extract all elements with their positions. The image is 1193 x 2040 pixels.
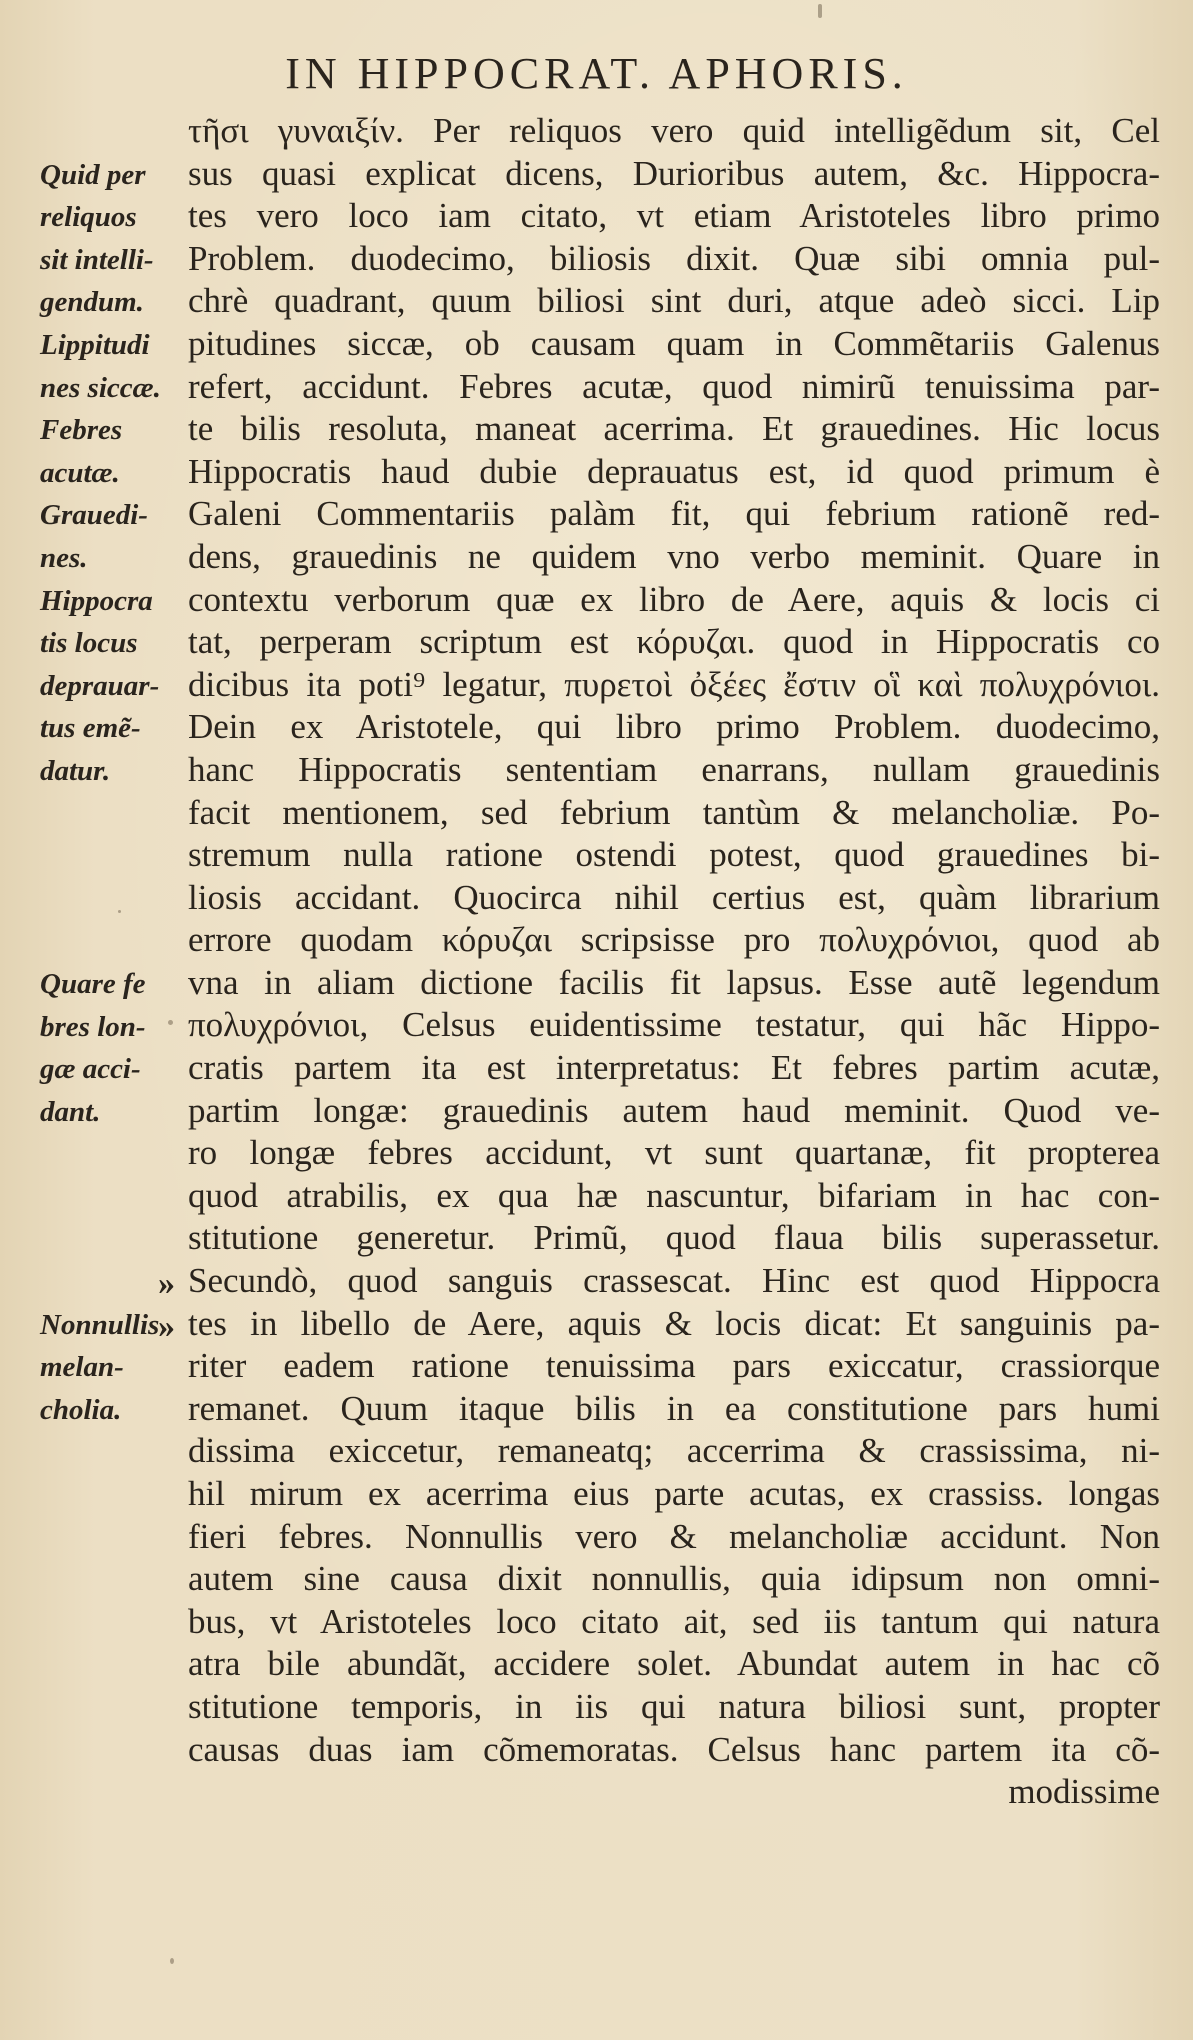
text-line: facit mentionem, sed febrium tantùm & melancholiæ. Po-	[188, 792, 1160, 832]
text-line: atra bile abundãt, accidere solet. Abundat autem in hac cõ	[188, 1644, 1160, 1684]
text-line: Secundò, quod sanguis crassescat. Hinc est quod Hippocra	[188, 1261, 1160, 1301]
text-line: tat, perperam scriptum est κόρυζαι. quod in Hippocratis co	[188, 622, 1160, 662]
text-line: Galeni Commentariis palàm fit, qui febrium rationẽ red-	[188, 494, 1160, 534]
text-line: dissima exiccetur, remaneatq; accerrima & crassissima, ni-	[188, 1431, 1160, 1471]
text-line: modissime	[1008, 1772, 1160, 1812]
text-line: tes vero loco iam citato, vt etiam Aristoteles libro primo	[188, 196, 1160, 236]
margin-note-line: tus emẽ-	[40, 712, 141, 745]
ink-speck	[170, 1958, 174, 1964]
text-line: hanc Hippocratis sententiam enarrans, nullam grauedinis	[188, 749, 1160, 789]
text-line: ro longæ febres accidunt, vt sunt quartanæ, fit propterea	[188, 1133, 1160, 1173]
text-line: refert, accidunt. Febres acutæ, quod nimirũ tenuissima par-	[188, 366, 1160, 406]
text-line: dicibus ita poti⁹ legatur, πυρετοὶ ὀξέες ἔστιν οἳ καὶ πολυχρόνιοι.	[188, 664, 1160, 704]
margin-note-line: dant.	[40, 1095, 101, 1128]
text-line: bus, vt Aristoteles loco citato ait, sed iis tantum qui natura	[188, 1601, 1160, 1641]
text-line: chrè quadrant, quum biliosi sint duri, atque adeò sicci. Lip	[188, 281, 1160, 321]
margin-note-line: melan-	[40, 1351, 124, 1384]
margin-note-line: gæ acci-	[40, 1053, 141, 1086]
text-line: partim longæ: grauedinis autem haud meminit. Quod ve-	[188, 1090, 1160, 1130]
margin-note-line: datur.	[40, 755, 111, 787]
ink-speck	[818, 4, 822, 18]
text-line: cratis partem ita est interpretatus: Et febres partim acutæ,	[188, 1048, 1160, 1088]
ink-speck	[118, 910, 121, 913]
text-line: τῆσι γυναιξίν. Per reliquos vero quid intelligẽdum sit, Cel	[188, 111, 1160, 150]
text-line: errore quodam κόρυζαι scripsisse pro πολυχρόνιοι, quod ab	[188, 920, 1160, 960]
margin-note-line: nes.	[40, 542, 88, 574]
text-line: hil mirum ex acerrima eius parte acutas, ex crassiss. longas	[188, 1474, 1160, 1513]
text-line: quod atrabilis, ex qua hæ nascuntur, bifariam in hac con-	[188, 1175, 1160, 1215]
main-text-column	[188, 110, 1160, 1814]
margin-note-line: Hippocra	[40, 584, 153, 617]
text-line: fieri febres. Nonnullis vero & melancholiæ accidunt. Non	[188, 1516, 1160, 1556]
margin-note-line: nes siccæ.	[40, 371, 161, 404]
margin-note-line: Quid per	[40, 158, 146, 191]
text-line: Dein ex Aristotele, qui libro primo Problem. duodecimo,	[188, 707, 1160, 747]
text-line: causas duas iam cõmemoratas. Celsus hanc partem ita cõ-	[188, 1729, 1160, 1769]
margin-note-line: Grauedi-	[40, 499, 148, 532]
text-line: πολυχρόνιοι, Celsus euidentissime testatur, qui hãc Hippo-	[188, 1005, 1160, 1045]
text-line: Problem. duodecimo, biliosis dixit. Quæ sibi omnia pul-	[188, 238, 1160, 278]
text-line: riter eadem ratione tenuissima pars exiccatur, crassiorque	[188, 1346, 1160, 1386]
text-line: tes in libello de Aere, aquis & locis dicat: Et sanguinis pa-	[188, 1303, 1160, 1343]
text-line: stitutione temporis, in iis qui natura biliosi sunt, propter	[188, 1686, 1160, 1726]
margin-note-line: acutæ.	[40, 456, 120, 489]
margin-note-line: deprauar-	[40, 669, 160, 702]
margin-note-line: Quare fe	[40, 968, 146, 1000]
margin-note-line: cholia.	[40, 1394, 122, 1426]
margin-note-line: gendum.	[40, 286, 144, 319]
text-line: contextu verborum quæ ex libro de Aere, aquis & locis ci	[188, 579, 1160, 619]
margin-note-line: sit intelli-	[40, 243, 154, 276]
text-line: te bilis resoluta, maneat acerrima. Et grauedines. Hic locus	[188, 409, 1160, 449]
quotation-mark: »	[158, 1307, 175, 1345]
text-line: liosis accidant. Quocirca nihil certius est, quàm librarium	[188, 877, 1160, 917]
text-line: stitutione generetur. Primũ, quod flaua bilis superassetur.	[188, 1218, 1160, 1258]
margin-note-line: Febres	[40, 414, 123, 447]
margin-note-line: bres lon-	[40, 1010, 146, 1043]
running-head: IN HIPPOCRAT. APHORIS.	[285, 49, 908, 98]
text-line: pitudines siccæ, ob causam quam in Commẽtariis Galenus	[188, 323, 1160, 363]
margin-note-line: Nonnullis	[40, 1308, 160, 1341]
margin-note-line: Lippitudi	[40, 329, 150, 361]
quotation-mark: »	[158, 1265, 175, 1303]
text-line: sus quasi explicat dicens, Durioribus autem, &c. Hippocra-	[188, 153, 1160, 193]
text-line: remanet. Quum itaque bilis in ea constitutione pars humi	[188, 1388, 1160, 1428]
text-line: Hippocratis haud dubie deprauatus est, id quod primum è	[188, 451, 1160, 491]
text-line: stremum nulla ratione ostendi potest, quod grauedines bi-	[188, 835, 1160, 875]
margin-note-line: reliquos	[40, 201, 137, 234]
text-line: vna in aliam dictione facilis fit lapsus. Esse autẽ legendum	[188, 962, 1160, 1002]
ink-speck	[168, 1020, 173, 1025]
text-line: dens, grauedinis ne quidem vno verbo meminit. Quare in	[188, 536, 1160, 576]
text-line: autem sine causa dixit nonnullis, quia idipsum non omni-	[188, 1559, 1160, 1599]
margin-note-line: tis locus	[40, 627, 138, 660]
